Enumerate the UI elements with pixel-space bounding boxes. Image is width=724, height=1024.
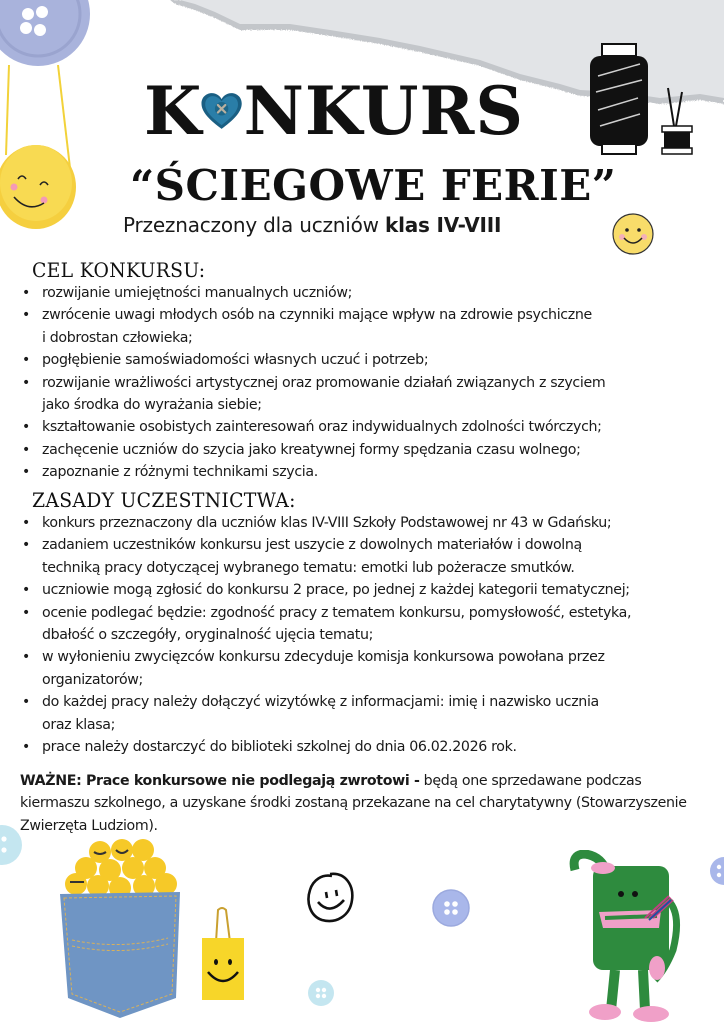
list-item: • prace należy dostarczyć do biblioteki szkolnej do dnia 06.02.2026 rok. xyxy=(20,736,720,758)
drawn-smiley-icon xyxy=(304,870,356,926)
lavender-button-icon xyxy=(431,888,471,928)
thread-spool-icon xyxy=(586,40,696,158)
important-note xyxy=(20,770,710,837)
green-monster-plush-icon xyxy=(565,850,685,1022)
list-item: • ocenie podlegać będzie: zgodność pracy z tematem konkursu, pomysłowość, estetyka, dbałość o szczegóły, oryginalność ujęcia tematu; xyxy=(20,602,720,647)
light-blue-button-icon xyxy=(306,978,336,1008)
list-item: • zwrócenie uwagi młodych osób na czynniki mające wpływ na zdrowie psychiczne i dobrostan człowieka; xyxy=(20,304,710,349)
rules-heading: ZASADY UCZESTNICTWA: xyxy=(32,488,296,512)
note-text: będą one sprzedawane podczas kiermaszu szkolnego, a uzyskane środki zostaną przekazane na cel charytatywny (Stowarzyszenie Zwierzęta Ludziom). xyxy=(20,773,687,834)
list-item: • rozwijanie wrażliwości artystycznej oraz promowanie działań związanych z szyciem jako środka do wyrażania siebie; xyxy=(20,372,710,417)
contest-title xyxy=(144,66,524,156)
list-item: • zapoznanie z różnymi technikami szycia. xyxy=(20,461,710,483)
target-audience xyxy=(123,210,501,240)
denim-pocket-emoji-icon xyxy=(58,838,186,1020)
list-item: • konkurs przeznaczony dla uczniów klas IV-VIII Szkoły Podstawowej nr 43 w Gdańsku; xyxy=(20,512,720,534)
list-item: • w wyłonieniu zwycięzców konkursu zdecyduje komisja konkursowa powołana przez organizatorów; xyxy=(20,646,720,691)
contest-subtitle: “ŚCIEGOWE FERIE” xyxy=(130,161,617,210)
smiley-bag-icon xyxy=(0,65,80,230)
list-item: • do każdej pracy należy dołączyć wizytówkę z informacjami: imię i nazwisko ucznia oraz klasa; xyxy=(20,691,720,736)
smiley-face-icon xyxy=(610,212,656,256)
rules-list xyxy=(20,512,720,758)
lavender-button-icon xyxy=(708,856,724,886)
list-item: • zachęcenie uczniów do szycia jako kreatywnej formy spędzania czasu wolnego; xyxy=(20,439,710,461)
goals-heading: CEL KONKURSU: xyxy=(32,258,206,282)
list-item: • zadaniem uczestników konkursu jest uszycie z dowolnych materiałów i dowolną techniką pracy dotyczącej wybranego tematu: emotki lub pożeracze smutków. xyxy=(20,534,720,579)
smiley-tote-bag-icon xyxy=(200,906,248,1002)
tagline-text: Przeznaczony dla uczniów xyxy=(123,213,385,237)
note-bold: WAŻNE: Prace konkursowe nie podlegają zwrotowi - xyxy=(20,773,420,789)
title-rest: NKURS xyxy=(243,72,524,150)
list-item: • kształtowanie osobistych zainteresowań oraz indywidualnych zdolności twórczych; xyxy=(20,416,710,438)
title-letter-k: K xyxy=(144,72,203,150)
tagline-classes: klas IV-VIII xyxy=(384,213,502,237)
list-item: • rozwijanie umiejętności manualnych uczniów; xyxy=(20,282,710,304)
list-item: • pogłębienie samoświadomości własnych uczuć i potrzeb; xyxy=(20,349,710,371)
heart-button-icon xyxy=(200,85,243,137)
list-item: • uczniowie mogą zgłosić do konkursu 2 prace, po jednej z każdej kategorii tematycznej; xyxy=(20,579,720,601)
goals-list xyxy=(20,282,710,484)
light-blue-button-icon xyxy=(0,822,22,868)
